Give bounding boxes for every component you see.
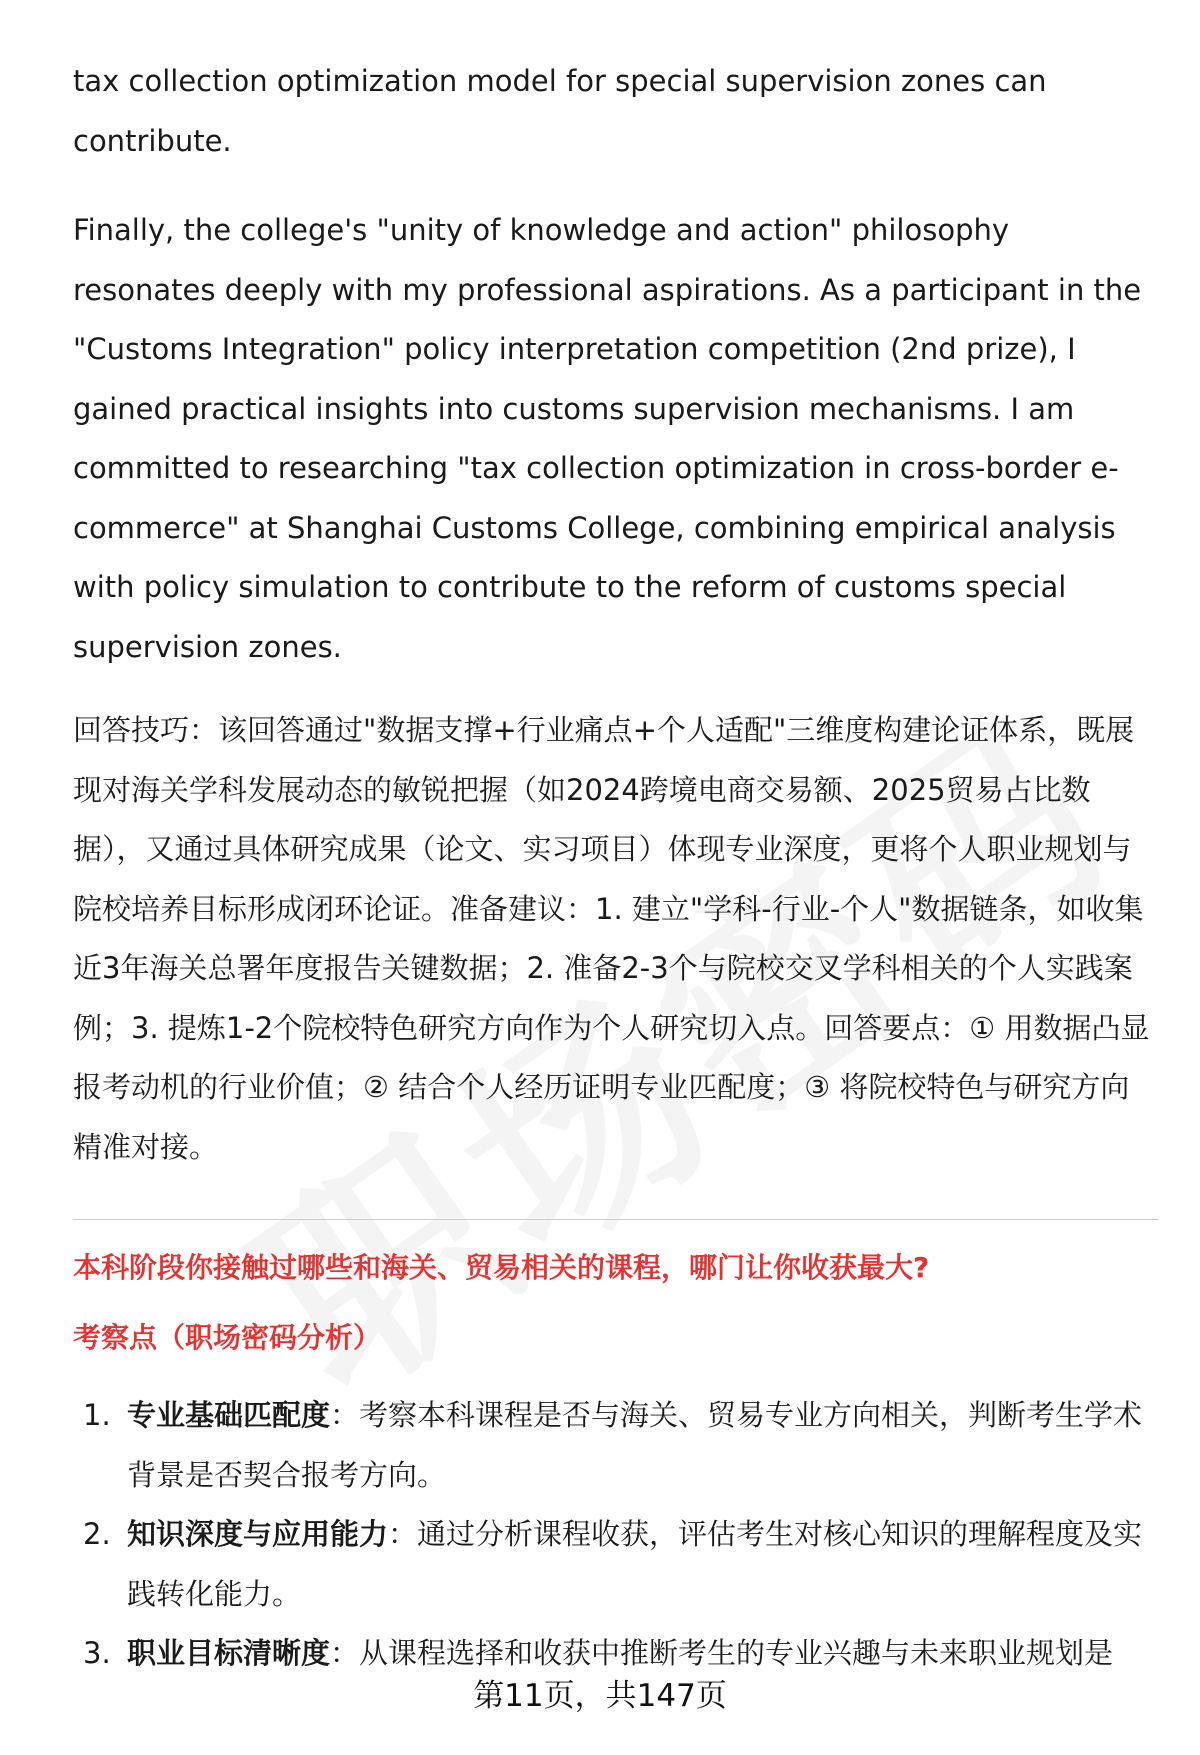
point-term: 知识深度与应用能力 <box>127 1517 389 1551</box>
list-number: 3. <box>83 1636 111 1670</box>
page-number-footer: 第11页，共147页 <box>473 1678 727 1714</box>
list-item <box>73 1505 1158 1624</box>
section-divider <box>73 1219 1158 1220</box>
point-term: 专业基础匹配度 <box>127 1398 331 1432</box>
assessment-points <box>73 1386 1158 1684</box>
point-text: ：通过分析课程收获，评估考生对核心知识的理解程度及实践转化能力。 <box>127 1517 1143 1611</box>
question-heading: 本科阶段你接触过哪些和海关、贸易相关的课程，哪门让你收获最大? <box>73 1251 930 1284</box>
point-text: ：从课程选择和收获中推断考生的专业兴趣与未来职业规划是 <box>330 1636 1114 1670</box>
paragraph-1: tax collection optimization model for special supervision zones can contribute. <box>73 64 1047 158</box>
assessment-subheading: 考察点（职场密码分析） <box>73 1321 382 1354</box>
page-content <box>73 52 1158 1684</box>
list-item <box>73 1386 1158 1505</box>
point-text: ：考察本科课程是否与海关、贸易专业方向相关，判断考生学术背景是否契合报考方向。 <box>127 1398 1143 1492</box>
point-term: 职业目标清晰度 <box>127 1636 331 1670</box>
list-number: 1. <box>83 1398 111 1432</box>
paragraph-2: Finally, the college's "unity of knowledge and action" philosophy resonates deeply with my professional aspirations. As a participant in the "Customs Integration" policy interpretation competition (2nd prize), I gained practical insights into customs supervision mechanisms. I am committed to researching "tax collection optimization in cross-border e-commerce" at Shanghai Customs College, combining empirical analysis with policy simulation to contribute to the reform of customs special supervision zones. <box>73 213 1142 664</box>
answer-tip: 回答技巧：该回答通过"数据支撑+行业痛点+个人适配"三维度构建论证体系，既展现对海关学科发展动态的敏锐把握（如2024跨境电商交易额、2025贸易占比数据），又通过具体研究成果（论文、实习项目）体现专业深度，更将个人职业规划与院校培养目标形成闭环论证。准备建议：1. 建立"学科-行业-个人"数据链条，如收集近3年海关总署年度报告关键数据；2. 准备2-3个与院校交叉学科相关的个人实践案例；3. 提炼1-2个院校特色研究方向作为个人研究切入点。回答要点：① 用数据凸显报考动机的行业价值；② 结合个人经历证明专业匹配度；③ 将院校特色与研究方向精准对接。 <box>73 713 1150 1164</box>
list-number: 2. <box>83 1517 111 1551</box>
